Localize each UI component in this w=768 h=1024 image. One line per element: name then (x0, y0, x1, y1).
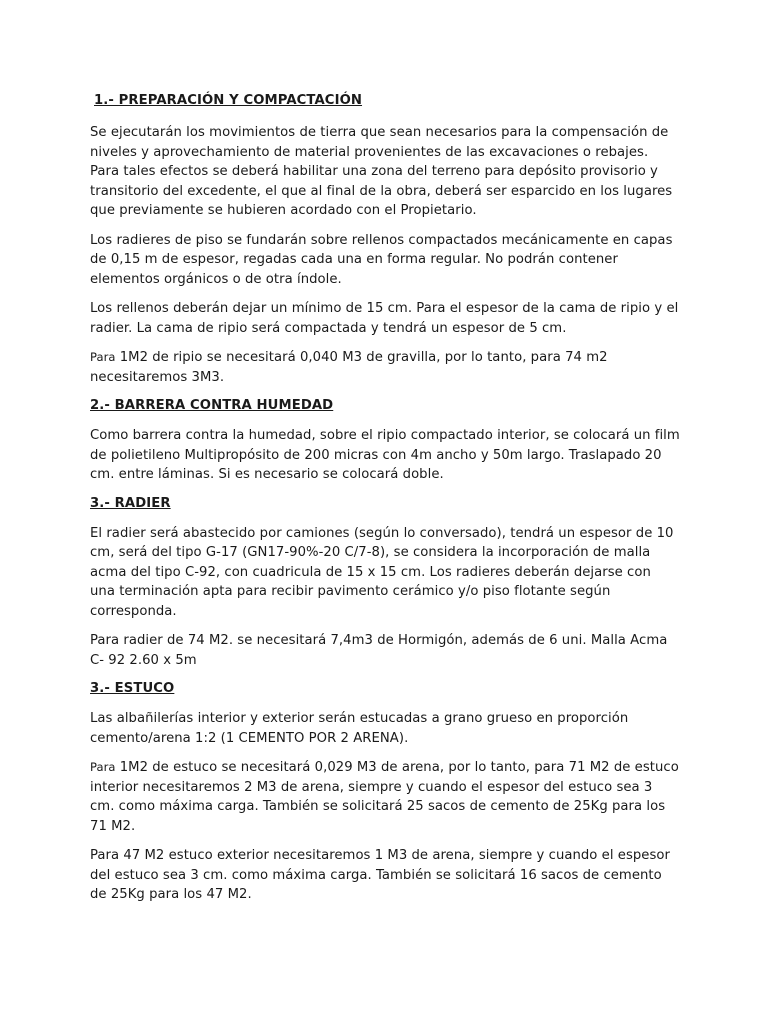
paragraph-rellenos: Los rellenos deberán dejar un mínimo de 15 cm. Para el espesor de la cama de ripio y el radier. La cama de ripio será compactada y tendrá un espesor de 5 cm. (90, 301, 679, 336)
paragraph-radieres-piso: Los radieres de piso se fundarán sobre rellenos compactados mecánicamente en capas de 0,15 m de espesor, regadas cada una en forma regular. No podrán contener elementos orgánicos o de otra índole. (90, 232, 673, 287)
calc-lead-word: Para (90, 760, 116, 774)
calc-text: 1M2 de ripio se necesitará 0,040 M3 de gravilla, por lo tanto, para 74 m2 necesitaremos 3M3. (90, 350, 608, 385)
section-heading-estuco: 3.- ESTUCO (90, 681, 175, 696)
paragraph-estuco-interior-calc (90, 758, 680, 836)
calc-lead-word: Para (90, 350, 116, 364)
calc-text: 1M2 de estuco se necesitará 0,029 M3 de arena, por lo tanto, para 71 M2 de estuco interior necesitaremos 2 M3 de arena, siempre y cuando el espesor del estuco sea 3 cm. como máxima carga. También se solicitará 25 sacos de cemento de 25Kg para los 71 M2. (90, 760, 679, 834)
paragraph-barrera-humedad: Como barrera contra la humedad, sobre el ripio compactado interior, se colocará un film de polietileno Multipropósito de 200 micras con 4m ancho y 50m largo. Traslapado 20 cm. entre láminas. Si es necesario se colocará doble. (90, 428, 680, 482)
paragraph-radier-spec: El radier será abastecido por camiones (según lo conversado), tendrá un espesor de 10 cm, será del tipo G-17 (GN17-90%-20 C/7-8), se considera la incorporación de malla acma del tipo C-92, con cuadricula de 15 x 15 cm. Los radieres deberán dejarse con una terminación apta para recibir pavimento cerámico y/o piso flotante según corresponda. (90, 525, 674, 619)
section-heading-barrera: 2.- BARRERA CONTRA HUMEDAD (90, 398, 334, 413)
paragraph-ripio-calc (90, 348, 680, 387)
section-heading-preparacion: 1.- PREPARACIÓN Y COMPACTACIÓN (94, 93, 363, 108)
section-heading-radier: 3.- RADIER (90, 495, 171, 511)
paragraph-radier-calc: Para radier de 74 M2. se necesitará 7,4m3 de Hormigón, además de 6 uni. Malla Acma C- 92 2.60 x 5m (90, 633, 668, 668)
paragraph-movimientos-tierra: Se ejecutarán los movimientos de tierra que sean necesarios para la compensación de niveles y aprovechamiento de material provenientes de las excavaciones o rebajes. Para tales efectos se deberá habilitar una zona del terreno para depósito provisorio y transitorio del excedente, el que al final de la obra, deberá ser esparcido en los lugares que previamente se hubieren acordado con el Propietario. (90, 125, 673, 218)
paragraph-estuco-exterior-calc: Para 47 M2 estuco exterior necesitaremos 1 M3 de arena, siempre y cuando el espesor del estuco sea 3 cm. como máxima carga. También se solicitará 16 sacos de cemento de 25Kg para los 47 M2. (90, 848, 670, 902)
paragraph-albanilerias: Las albañilerías interior y exterior serán estucadas a grano grueso en proporción cemento/arena 1:2 (1 CEMENTO POR 2 ARENA). (90, 711, 629, 746)
